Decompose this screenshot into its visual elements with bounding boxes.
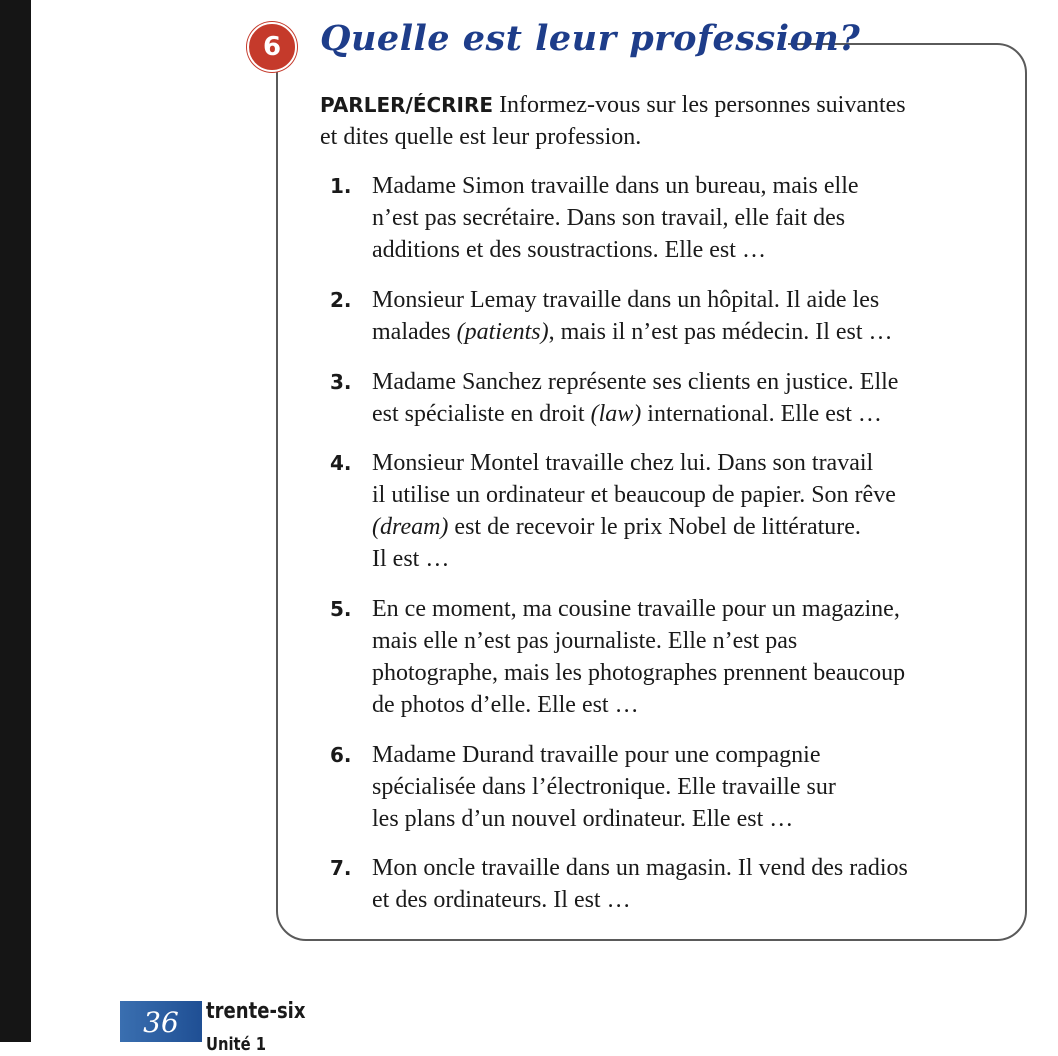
- page-number-word: trente-six: [206, 999, 306, 1024]
- instruction-text: Informez-vous sur les personnes suivantes: [499, 92, 906, 118]
- exercise-number-badge: 6: [247, 22, 297, 72]
- list-item-1: [330, 170, 1010, 266]
- item-text: est de recevoir le prix Nobel de littérature.: [448, 514, 861, 540]
- item-line: les plans d’un nouvel ordinateur. Elle est …: [372, 806, 794, 832]
- item-line: Madame Sanchez représente ses clients en justice. Elle: [372, 369, 899, 395]
- item-number: 7.: [330, 856, 352, 880]
- item-line: Monsieur Lemay travaille dans un hôpital. Il aide les: [372, 287, 880, 313]
- item-line: mais elle n’est pas journaliste. Elle n’est pas: [372, 628, 798, 654]
- item-italic-gloss: (dream): [372, 514, 449, 540]
- instruction-text-2: et dites quelle est leur profession.: [320, 124, 642, 150]
- item-line: En ce moment, ma cousine travaille pour un magazine,: [372, 596, 900, 622]
- item-line: [372, 398, 1010, 430]
- item-line: n’est pas secrétaire. Dans son travail, elle fait des: [372, 205, 846, 231]
- item-line: [372, 511, 1010, 543]
- item-number: 6.: [330, 743, 352, 767]
- item-text: international. Elle est …: [641, 401, 882, 427]
- item-number: 4.: [330, 451, 352, 475]
- item-line: spécialisée dans l’électronique. Elle travaille sur: [372, 774, 836, 800]
- item-line: de photos d’elle. Elle est …: [372, 692, 639, 718]
- unit-label: Unité 1: [206, 1034, 267, 1055]
- instruction-tag: PARLER/ÉCRIRE: [320, 93, 494, 117]
- item-text: est spécialiste en droit: [372, 401, 591, 427]
- item-line: il utilise un ordinateur et beaucoup de papier. Son rêve: [372, 482, 896, 508]
- item-number: 3.: [330, 370, 352, 394]
- item-number: 5.: [330, 597, 352, 621]
- item-line: [372, 316, 1010, 348]
- page-number-badge: 36: [120, 1001, 202, 1042]
- item-line: Mon oncle travaille dans un magasin. Il vend des radios: [372, 855, 908, 881]
- list-item-2: [330, 284, 1010, 348]
- left-dark-margin: [0, 0, 31, 1042]
- item-italic-gloss: (law): [590, 401, 642, 427]
- item-number: 1.: [330, 174, 352, 198]
- list-item-7: [330, 852, 1010, 916]
- exercise-instructions: [320, 89, 1010, 153]
- item-line: Monsieur Montel travaille chez lui. Dans son travail: [372, 450, 874, 476]
- list-item-3: [330, 366, 1010, 430]
- item-line: photographe, mais les photographes prennent beaucoup: [372, 660, 906, 686]
- item-italic-gloss: (patients): [456, 319, 549, 345]
- item-line: Il est …: [372, 546, 450, 572]
- item-text: , mais il n’est pas médecin. Il est …: [548, 319, 893, 345]
- item-number: 2.: [330, 288, 352, 312]
- item-line: Madame Durand travaille pour une compagnie: [372, 742, 821, 768]
- item-text: malades: [372, 319, 457, 345]
- list-item-6: [330, 739, 1010, 835]
- exercise-title: Quelle est leur profession?: [320, 18, 861, 59]
- list-item-5: [330, 593, 1010, 721]
- list-item-4: [330, 447, 1010, 575]
- item-line: additions et des soustractions. Elle est …: [372, 237, 766, 263]
- item-line: Madame Simon travaille dans un bureau, mais elle: [372, 173, 859, 199]
- item-line: et des ordinateurs. Il est …: [372, 887, 631, 913]
